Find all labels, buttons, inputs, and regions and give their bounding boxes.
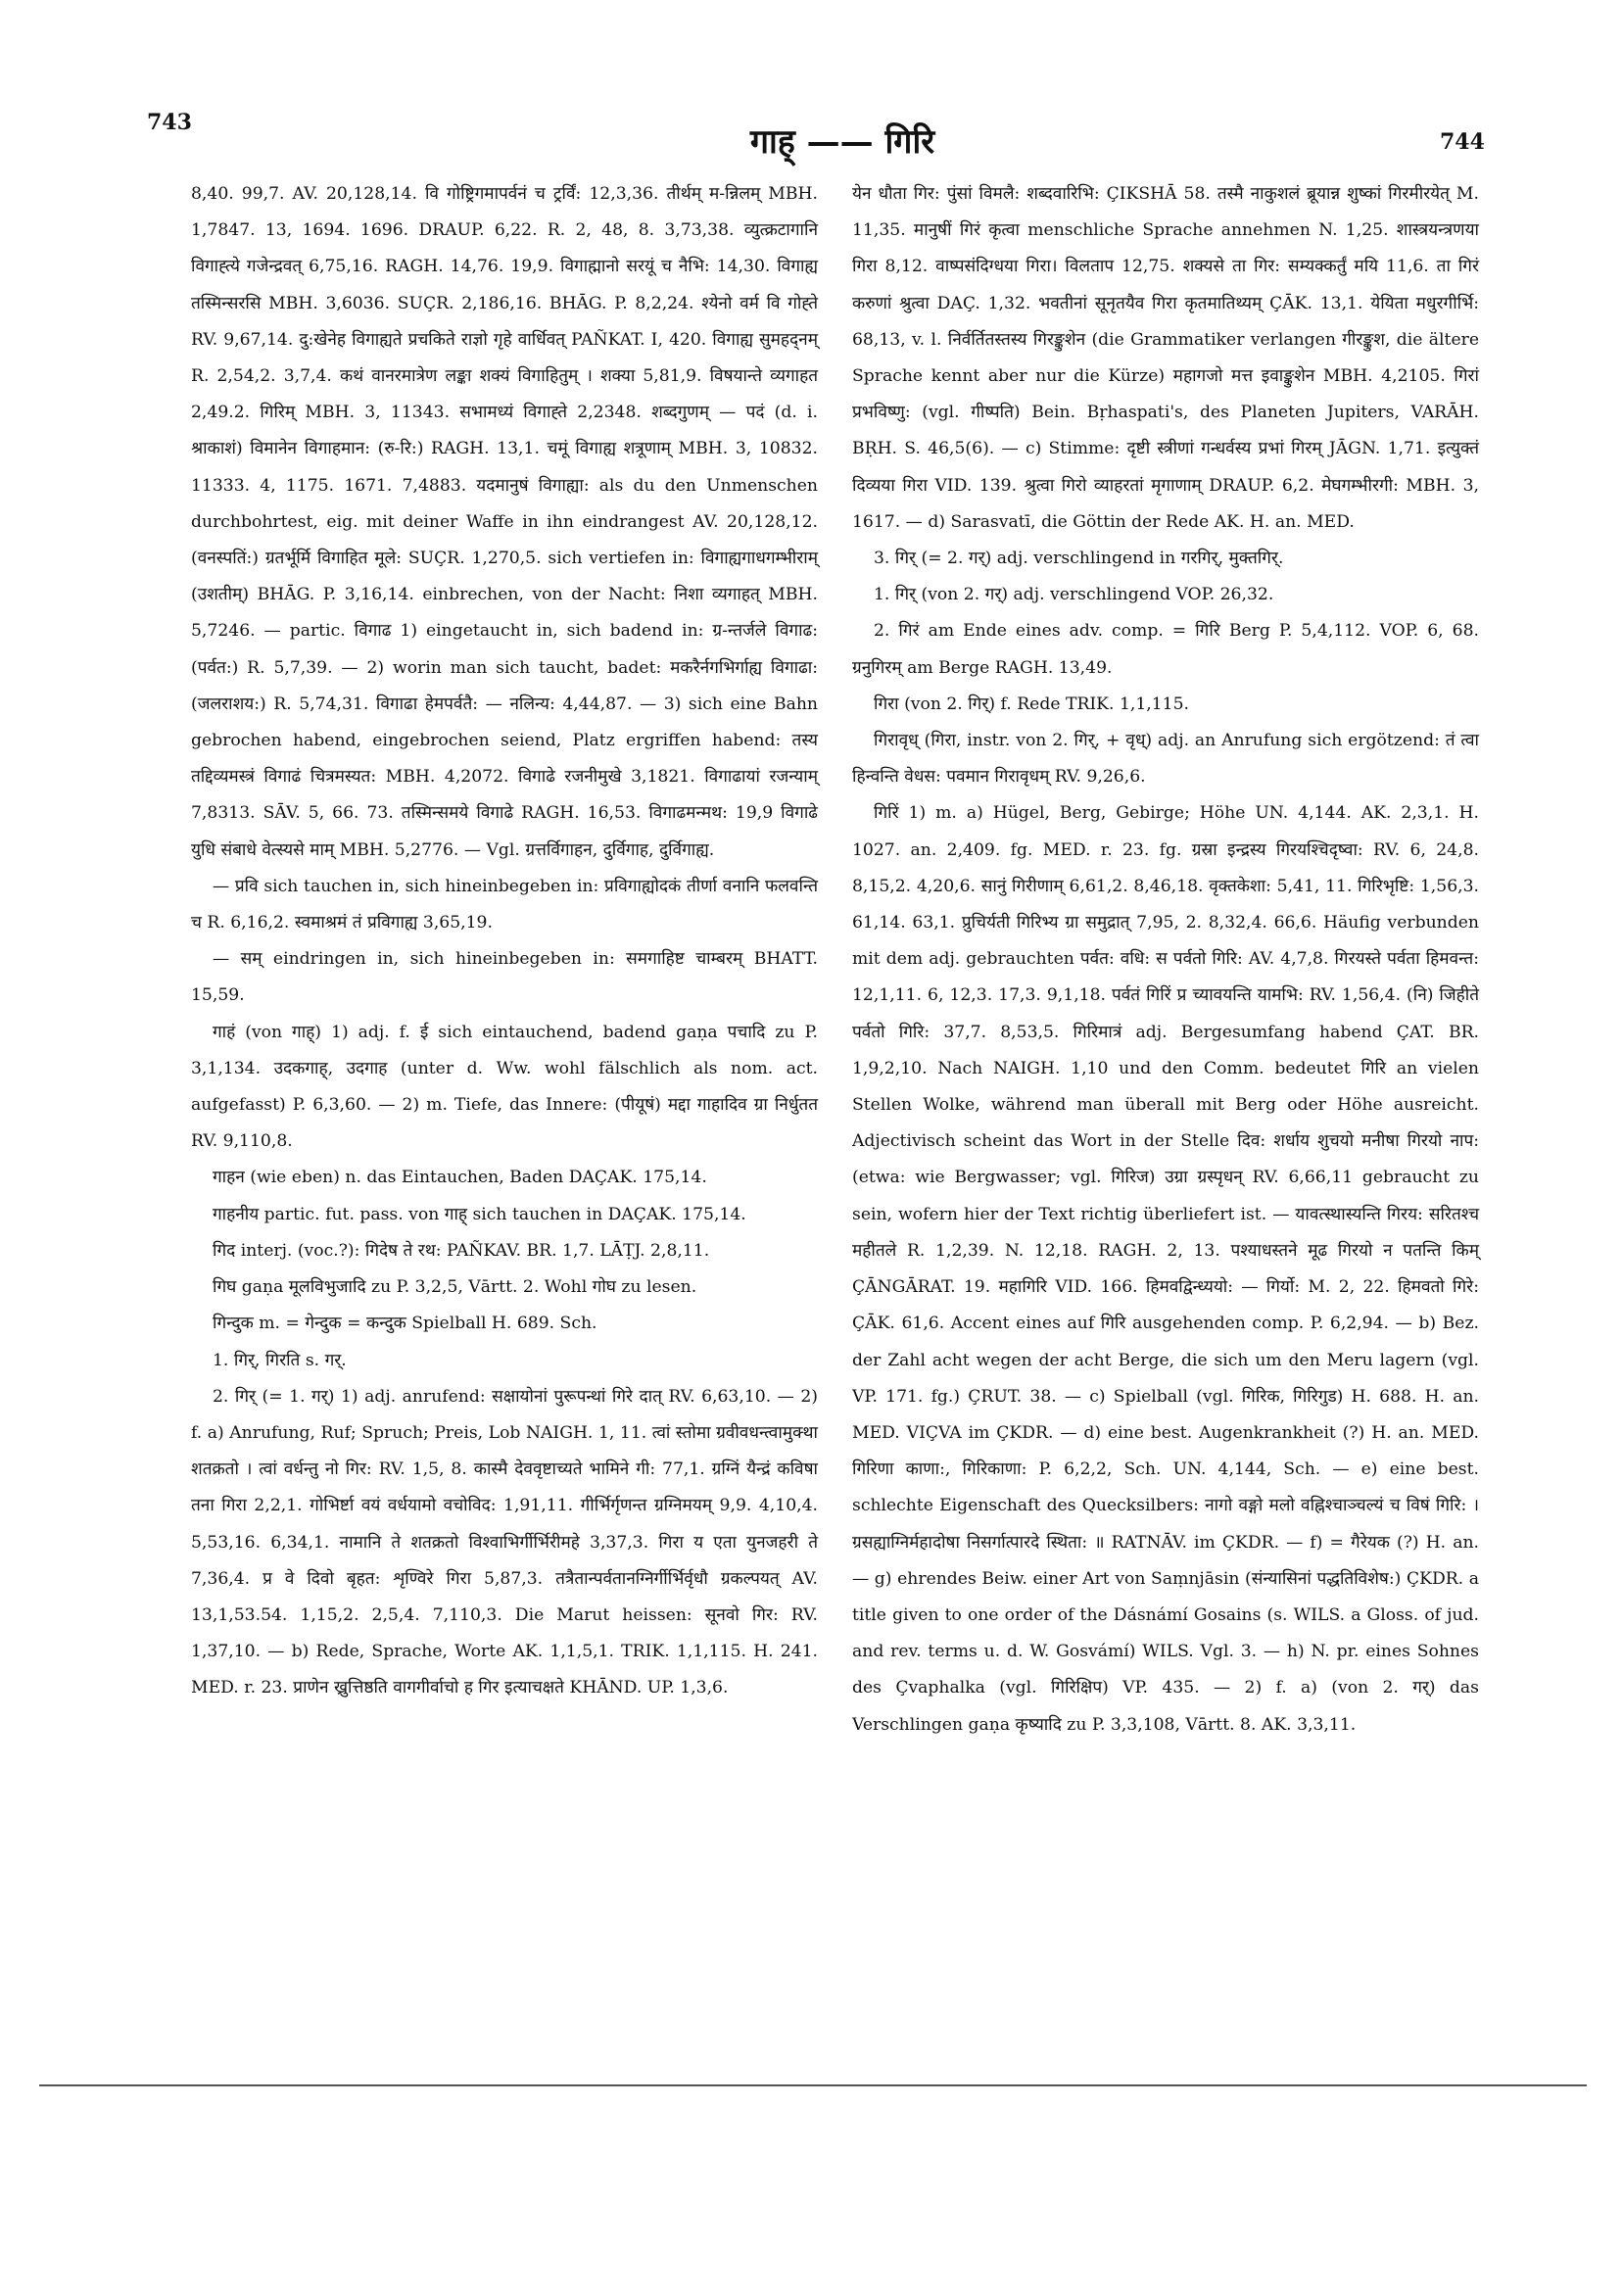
running-head: गाह् —— गिरि (749, 122, 935, 162)
entry: 1. गिर्, गिरति s. गर्. (213, 1350, 347, 1370)
entry: — प्रवि sich tauchen in, sich hineinbegeben in: प्रविगाह्योदकं तीर्णा वनानि फलवन्ति च R. 6,16,2. स्वमाश्रमं तं प्रविगाह्य 3,65,19. (191, 876, 818, 933)
right-column (852, 176, 1479, 1744)
entry: 2. गिर् (= 1. गर्) 1) adj. anrufend: सक्षायोनां पुरूपन्थां गिरे दात् RV. 6,63,10. — 2) f. a) Anrufung, Ruf; Spruch; Preis, Lob NAIGH. 1, 11. त्वां स्तोमा ग्रवीवधन्त्वामुक्था शतक्रतो । त्वां वर्धन्तु नो गिर: RV. 1,5, 8. कास्मै देववृष्टाच्यते भामिने गी: 77,1. ग्रग्निं यैन्द्रं कविषा तना गिरा 2,2,1. गोभिर्ष्टा वयं वर्धयामो वचोविद: 1,91,11. गीर्भिर्गृणन्त ग्रग्निमयम् 9,9. 4,10,4. 5,53,16. 6,34,1. नामानि ते शतक्रतो विश्वाभिर्गीर्भिरीमहे 3,37,3. गिरा य एता युनजहरी ते 7,36,4. प्र वे दिवो बृहत: शृण्विरे गिरा 5,87,3. तत्रैतान्पर्वतानग्निर्गीर्भिर्वृधौ ग्रकल्पयत् AV. 13,1,53.54. 1,15,2. 2,5,4. 7,110,3. Die Marut heissen: सूनवो गिर: RV. 1,37,10. — b) Rede, Sprache, Worte AK. 1,1,5,1. TRIK. 1,1,115. H. 241. MED. r. 23. प्राणेन ख्रुत्तिष्ठति वागगीर्वाचो ह गिर इत्याचक्षते KHĀND. UP. 1,3,6. (191, 1386, 818, 1698)
entry: गिरावृध् (गिरा, instr. von 2. गिर्, + वृध्) adj. an Anrufung sich ergötzend: तं त्वा हिन्वन्ति वेधस: पवमान गिरावृधम् RV. 9,26,6. (852, 731, 1479, 788)
page-number-right: 744 (1440, 129, 1485, 155)
entry: — सम् eindringen in, sich hineinbegeben in: समगाहिष्ट चाम्बरम् BHATT. 15,59. (191, 949, 818, 1006)
entry: 3. गिर् (= 2. गर्) adj. verschlingend in गरगिर्, मुक्तगिर्. (874, 549, 1284, 569)
entry: गिरिं 1) m. a) Hügel, Berg, Gebirge; Höhe UN. 4,144. AK. 2,3,1. H. 1027. an. 2,409. fg. MED. r. 23. fg. ग्रस्रा इन्द्रस्य गिरयश्चिदृष्वा: RV. 6, 24,8. 8,15,2. 4,20,6. सानुं गिरीणाम् 6,61,2. 8,46,18. वृक्तकेशा: 5,41, 11. गिरिभृष्टि: 1,56,3. 61,14. 63,1. प्रुचिर्यती गिरिभ्य ग्रा समुद्रात् 7,95, 2. 8,32,4. 66,6. Häufig verbunden mit dem adj. gebrauchten पर्वत: वधि: स पर्वतो गिरि: AV. 4,7,8. गिरयस्ते पर्वता हिमवन्त: 12,1,11. 6, 12,3. 17,3. 9,1,18. पर्वतं गिरिं प्र च्यावयन्ति यामभि: RV. 1,56,4. (नि) जिहीते पर्वतो गिरि: 37,7. 8,53,5. गिरिमात्रं adj. Bergesumfang habend ÇAT. BR. 1,9,2,10. Nach NAIGH. 1,10 und den Comm. bedeutet गिरि an vielen Stellen Wolke, während man überall mit Berg oder Höhe ausreicht. Adjectivisch scheint das Wort in der Stelle दिव: शर्धाय शुचयो मनीषा गिरयो नाप: (etwa: wie Bergwasser; vgl. गिरिज) उग्रा ग्रस्पृधन् RV. 6,66,11 gebraucht zu sein, wofern hier der Text richtig überliefert ist. — यावत्स्थास्यन्ति गिरय: सरितश्च महीतले R. 1,2,39. N. 12,18. RAGH. 2, 13. पश्याधस्तने मूढ गिरयो न पतन्ति किम् ÇĀNGĀRAT. 19. महागिरि VID. 166. हिमवद्विन्ध्ययो: — गिर्यो: M. 2, 22. हिमवतो गिरे: ÇĀK. 61,6. Accent eines auf गिरि ausgehenden comp. P. 6,2,94. — b) Bez. der Zahl acht wegen der acht Berge, die sich um den Meru lagern (vgl. VP. 171. fg.) ÇRUT. 38. — c) Spielball (vgl. गिरिक, गिरिगुड) H. 688. H. an. MED. VIÇVA im ÇKDR. — d) eine best. Augenkrankheit (?) H. an. MED. गिरिणा काणा:, गिरिकाणा: P. 6,2,2, Sch. UN. 4,144, Sch. — e) eine best. schlechte Eigenschaft des Quecksilbers: नागो वङ्गो मलो वह्निश्चाञ्चल्यं च विषं गिरि: । ग्रसह्याग्निर्महादोषा निसर्गात्पारदे स्थिता: ॥ RATNĀV. im ÇKDR. — f) = गैरेयक (?) H. an. — g) ehrendes Beiw. einer Art von Saṃnjāsin (संन्यासिनां पद्धतिविशेष:) ÇKDR. a title given to one order of the Dásnámí Gosains (s. WILS. a Gloss. of jud. and rev. terms u. d. W. Gosvámí) WILS. Vgl. 3. — h) N. pr. eines Sohnes des Çvaphalka (vgl. गिरिक्षिप) VP. 435. — 2) f. a) (von 2. गर्) das Verschlingen gaṇa कृष्यादि zu P. 3,3,108, Vārtt. 8. AK. 3,3,11. (852, 803, 1479, 1735)
entry: 8,40. 99,7. AV. 20,128,14. वि गोष्ट्रिगमापर्वनं च ट्रर्विं: 12,3,36. तीर्थम् म-न्निलम् MBH. 1,7847. 13, 1694. 1696. DRAUP. 6,22. R. 2, 48, 8. 3,73,38. व्युत्क्रटागानि विगाह्त्ये गजेन्द्रवत् 6,75,16. RAGH. 14,76. 19,9. विगाह्मानो सरयूं च नैभि: 14,30. विगाह्य तस्मिन्सरसि MBH. 3,6036. SUÇR. 2,186,16. BHĀG. P. 8,2,24. श्येनो वर्म वि गोह्ते RV. 9,67,14. दु:खेनेह विगाह्यते प्रचकिते राज्ञो गृहे वार्धिवत् PAÑKAT. I, 420. विगाह्य सुमहद्नम् R. 2,54,2. 3,7,4. कथं वानरमात्रेण लङ्का शक्यं विगाहितुम् । शक्या 5,81,9. विषयान्ते व्यगाहत 2,49.2. गिरिम् MBH. 3, 11343. सभामध्यं विगाह्ते 2,2348. शब्दगुणम् — पदं (d. i. श्राकाशं) विमानेन विगाहमान: (रु-रि:) RAGH. 13,1. चमूं विगाह्य शत्रूणाम् MBH. 3, 10832. 11333. 4, 1175. 1671. 7,4883. यदमानुषं विगाह्या: als du den Unmenschen durchbohrtest, eig. mit deiner Waffe in ihn eindrangest AV. 20,128,12. (वनस्पतिं:) ग्रतर्भूर्मि विगाहित मूले: SUÇR. 1,270,5. sich vertiefen in: विगाह्यगाधगम्भीराम् (उशतीम्) BHĀG. P. 3,16,14. einbrechen, von der Nacht: निशा व्यगाहत् MBH. 5,7246. — partic. विगाढ 1) eingetaucht in, sich badend in: ग्र-न्तर्जले विगाढ: (पर्वत:) R. 5,7,39. — 2) worin man sich taucht, badet: मकरैर्नगभिर्गाह्य विगाढा: (जलराशय:) R. 5,74,31. विगाढा हेमपर्वतै: — नलिन्य: 4,44,87. — 3) sich eine Bahn gebrochen habend, eingebrochen seiend, Platz ergriffen habend: तस्य तद्दिव्यमस्त्रं विगाढं चित्रमस्यत: MBH. 4,2072. विगाढे रजनीमुखे 3,1821. विगाढायां रजन्याम् 7,8313. SĀV. 5, 66. 73. तस्मिन्समये विगाढे RAGH. 16,53. विगाढमन्मथ: 19,9 विगाढे युधि संबाधे वेत्स्यसे माम् MBH. 5,2776. — Vgl. ग्रत्तर्विगाहन, दुर्विगाह, दुर्विगाह्य. (191, 184, 818, 860)
entry: गाहन (wie eben) n. das Eintauchen, Baden DAÇAK. 175,14. (213, 1168, 707, 1188)
entry: येन धौता गिर: पुंसां विमलै: शब्दवारिभि: ÇIKSHĀ 58. तस्मै नाकुशलं ब्रूयान्न शुष्कां गिरमीरयेत् M. 11,35. मानुषीं गिरं कृत्वा menschliche Sprache annehmen N. 1,25. शास्त्रयन्त्रणया गिरा 8,12. वाष्पसंदिग्धया गिरा। विलताप 12,75. शक्यसे ता गिर: सम्यक्कर्तुं मयि 11,6. ता गिरं करुणां श्रुत्वा DAÇ. 1,32. भवतीनां सूनृतयैव गिरा कृतमातिथ्यम् ÇĀK. 13,1. येयिता मधुरगीर्भि: 68,13, v. l. निर्वर्तितस्तस्य गिरङ्कुशेन (die Grammatiker verlangen गीरङ्कुश, die ältere Sprache kennt aber nur die Kürze) महागजो मत्त इवाङ्कुशेन MBH. 4,2105. गिरां प्रभविष्णु: (vgl. गीष्पति) Bein. Bṛhaspati's, des Planeten Jupiters, VARĀH. BṚH. S. 46,5(6). — c) Stimme: दृष्टी स्त्रीणां गन्धर्वस्य प्रभां गिरम् JĀGN. 1,71. इत्युक्तं दिव्यया गिरा VID. 139. श्रुत्वा गिरो व्याहरतां मृगाणाम् DRAUP. 6,2. मेघगम्भीरगी: MBH. 3, 1617. — d) Sarasvatī, die Göttin der Rede AK. H. an. MED. (852, 184, 1479, 532)
entry: गिघ gaṇa मूलविभुजादि zu P. 3,2,5, Vārtt. 2. Wohl गोघ zu lesen. (213, 1277, 697, 1298)
entry: गिद interj. (voc.?): गिदेष ते रथ: PAÑKAV. BR. 1,7. LĀṬJ. 2,8,11. (213, 1240, 710, 1261)
left-column (191, 176, 818, 1707)
entry: गाहं (von गाह्) 1) adj. f. ई sich eintauchend, badend gaṇa पचादि zu P. 3,1,134. उदकगाह्, उदगाह (unter d. Ww. wohl fälschlich als nom. act. aufgefasst) P. 6,3,60. — 2) m. Tiefe, das Innere: (पीयूषं) मद्दा गाहादिव ग्रा निर्धुतत RV. 9,110,8. (191, 1022, 818, 1152)
entry: गिन्दुक m. = गेन्दुक = कन्दुक Spielball H. 689. Sch. (213, 1314, 597, 1334)
entry: गाहनीय partic. fut. pass. von गाह् sich tauchen in DAÇAK. 175,14. (213, 1204, 746, 1224)
page-number-left: 743 (147, 110, 192, 135)
entry: 1. गिर् (von 2. गर्) adj. verschlingend VOP. 26,32. (874, 585, 1274, 605)
footer-rule (39, 2084, 1587, 2086)
entry: गिरा (von 2. गिर्) f. Rede TRIK. 1,1,115. (874, 694, 1190, 714)
entry: 2. गिरं am Ende eines adv. comp. = गिरि Berg P. 5,4,112. VOP. 6, 68. ग्रनुगिरम् am Berge RAGH. 13,49. (852, 621, 1479, 678)
